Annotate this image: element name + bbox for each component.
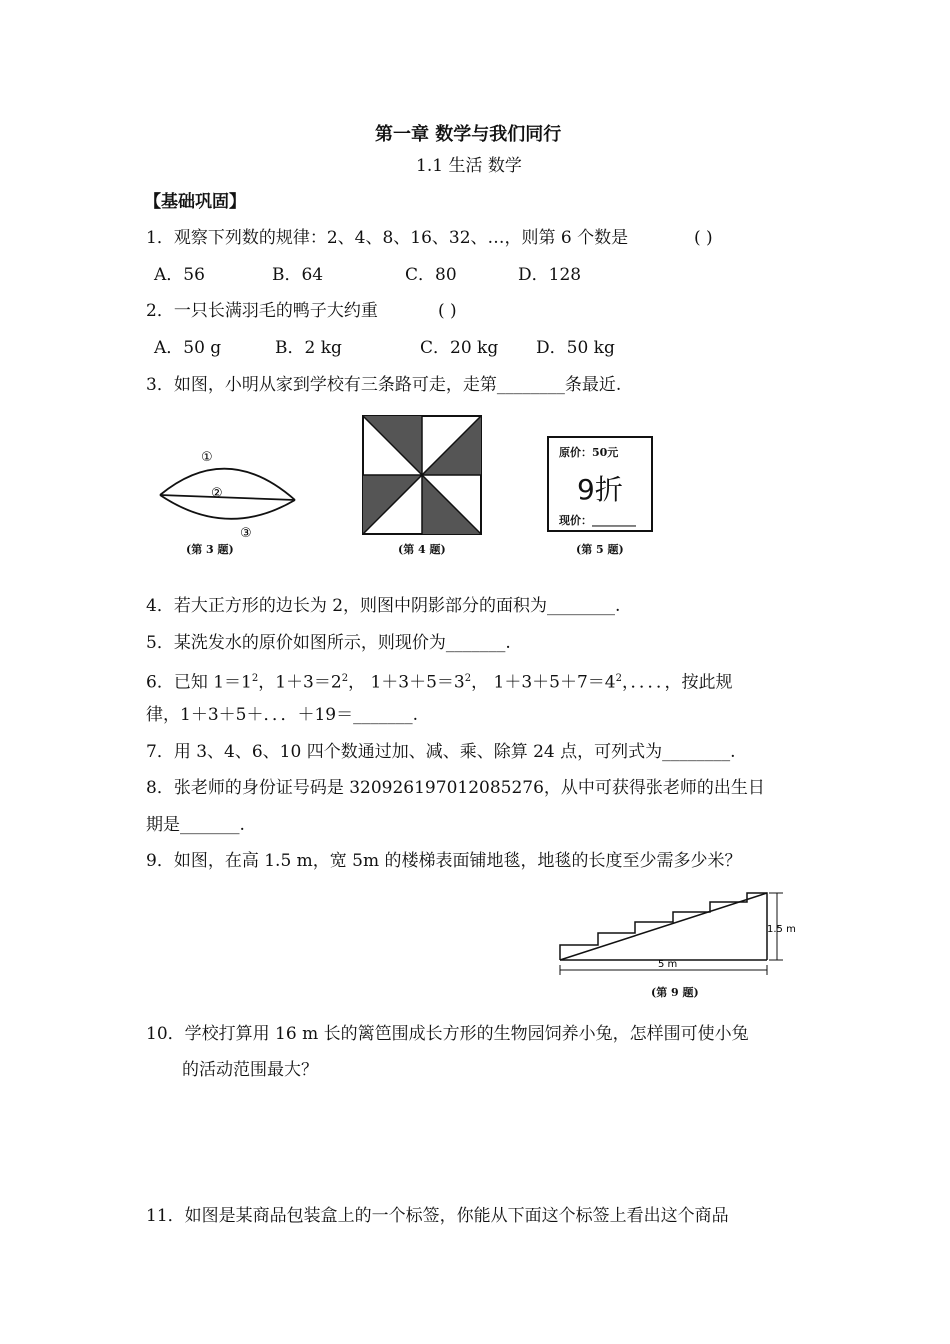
width-label: 5 m xyxy=(658,959,678,970)
path-2-label: ② xyxy=(211,486,223,501)
height-label: 1.5 m xyxy=(767,924,796,935)
figure-9-staircase-diagram xyxy=(555,885,805,980)
question-8-line-2: 期是_______. xyxy=(146,815,245,835)
question-6-line-2: 律，1＋3＋5＋．．．＋19＝_______. xyxy=(146,705,418,725)
path-2-line xyxy=(160,495,295,500)
page-title: 第一章 数学与我们同行 xyxy=(375,124,562,145)
figure-3-caption: (第 3 题) xyxy=(186,543,234,556)
question-2-option-b: B．2 kg xyxy=(275,338,342,358)
current-price-label: 现价：________ xyxy=(559,514,636,527)
discount-label: 9折 xyxy=(577,473,623,506)
figure-3-paths-diagram xyxy=(155,445,300,540)
figure-5-price-tag xyxy=(547,436,653,532)
question-9-text: 9．如图，在高 1.5 m，宽 5m 的楼梯表面铺地毯，地毯的长度至少需多少米？ xyxy=(146,851,742,871)
section-subtitle: 1.1 生活 数学 xyxy=(416,156,522,176)
question-10-line-1: 10．学校打算用 16 m 长的篱笆围成长方形的生物园饲养小兔，怎样围可使小兔 xyxy=(146,1024,749,1044)
question-2-option-d: D．50 kg xyxy=(536,338,615,358)
question-2-answer-paren: ( ) xyxy=(438,301,457,321)
figure-9-caption: (第 9 题) xyxy=(651,986,699,999)
path-1-label: ① xyxy=(201,450,213,465)
question-10-line-2: 的活动范围最大？ xyxy=(182,1060,318,1080)
figure-4-pinwheel-square xyxy=(362,415,482,535)
question-8-line-1: 8．张老师的身份证号码是 320926197012085276，从中可获得张老师的出生日 xyxy=(146,778,765,798)
question-1-answer-paren: ( ) xyxy=(694,228,713,248)
question-2-option-c: C．20 kg xyxy=(420,338,499,358)
question-5-text: 5．某洗发水的原价如图所示，则现价为_______. xyxy=(146,633,511,653)
question-1-option-a: A．56 xyxy=(154,265,205,285)
figure-4-caption: (第 4 题) xyxy=(398,543,446,556)
stair-diagonal xyxy=(560,893,767,960)
question-4-text: 4．若大正方形的边长为 2，则图中阴影部分的面积为________. xyxy=(146,596,621,616)
section-heading: 【基础巩固】 xyxy=(144,192,246,212)
question-7-text: 7．用 3、4、6、10 四个数通过加、减、乘、除算 24 点，可列式为________. xyxy=(146,742,736,762)
figure-5-caption: (第 5 题) xyxy=(576,543,624,556)
path-3-label: ③ xyxy=(240,526,252,540)
original-price-label: 原价：50元 xyxy=(559,446,619,459)
question-11-text: 11．如图是某商品包装盒上的一个标签，你能从下面这个标签上看出这个商品 xyxy=(146,1206,729,1226)
question-6-line-1: 6．已知 $1=1^2$，$1+3=2^2$， $1+3+5=3^2$， $1+3+5+7=4^2$，．．．．，按此规 xyxy=(146,672,733,693)
question-2-text: 2．一只长满羽毛的鸭子大约重 xyxy=(146,301,378,321)
question-1-option-d: D．128 xyxy=(518,265,582,285)
question-3-text: 3．如图，小明从家到学校有三条路可走，走第________条最近. xyxy=(146,375,622,395)
question-1-text: 1．观察下列数的规律：2、4、8、16、32、…，则第 6 个数是 xyxy=(146,228,629,248)
question-1-option-b: B．64 xyxy=(272,265,324,285)
question-2-option-a: A．50 g xyxy=(154,338,222,358)
question-1-option-c: C．80 xyxy=(405,265,457,285)
